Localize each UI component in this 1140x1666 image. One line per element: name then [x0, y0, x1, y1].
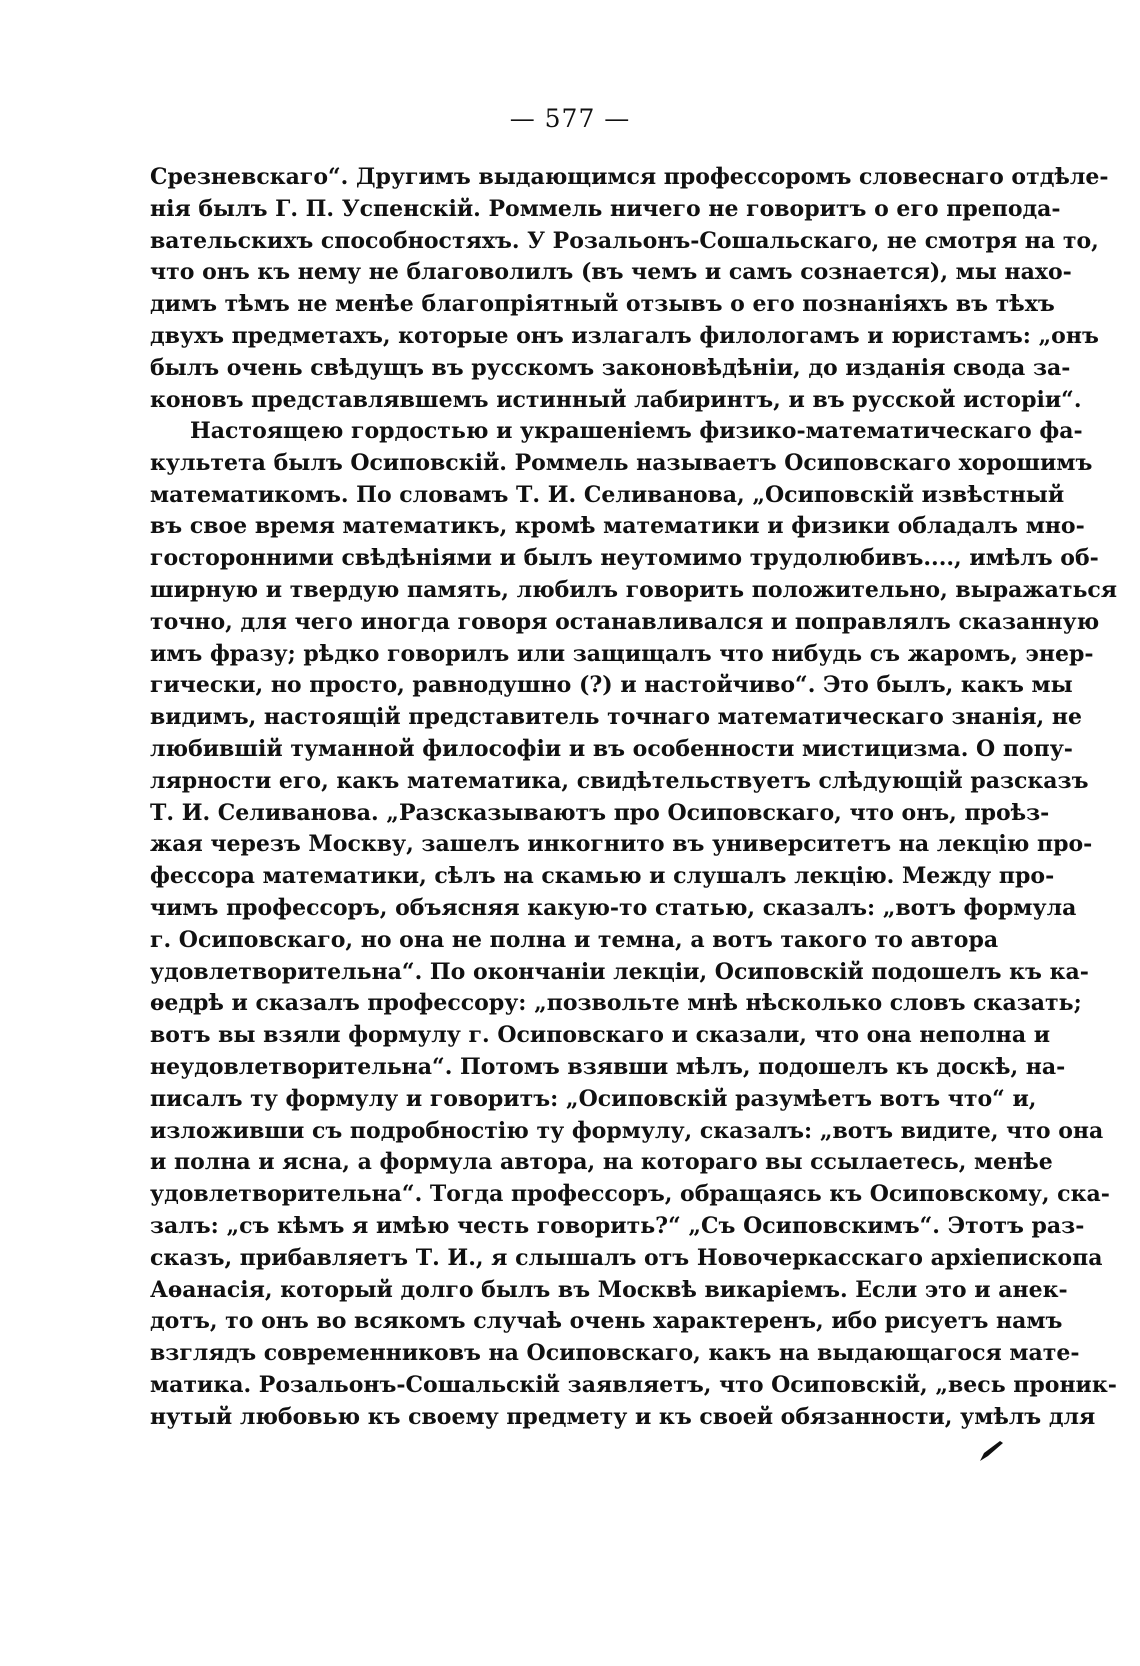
text-line: коновъ представлявшемъ истинный лабиринтъ, и въ русской исторіи“. [150, 386, 1082, 413]
text-line: любившій туманной философіи и въ особенности мистицизма. О попу- [150, 735, 1073, 762]
text-line: сказъ, прибавляетъ Т. И., я слышалъ отъ Новочеркасскаго архіепископа [150, 1244, 1103, 1271]
text-line: и полна и ясна, а формула автора, на котораго вы ссылаетесь, менѣе [150, 1149, 1053, 1176]
text-line: изложивши съ подробностію ту формулу, сказалъ: „вотъ видите, что она [150, 1117, 1104, 1144]
text-line: матика. Розальонъ-Сошальскій заявляетъ, что Осиповскій, „весь проник- [150, 1371, 1117, 1398]
paragraph-2 [150, 416, 1118, 1434]
text-line: удовлетворительна“. Тогда профессоръ, обращаясь къ Осиповскому, ска- [150, 1181, 1110, 1208]
text-line: нутый любовью къ своему предмету и къ своей обязанности, умѣлъ для [150, 1403, 1096, 1430]
text-line: Аѳанасія, который долго былъ въ Москвѣ викаріемъ. Если это и анек- [150, 1276, 1068, 1303]
text-line: точно, для чего иногда говоря останавливался и поправлялъ сказанную [150, 608, 1100, 635]
text-line: лярности его, какъ математика, свидѣтельствуетъ слѣдующій разсказъ [150, 767, 1089, 794]
text-line: культета былъ Осиповскій. Роммель называетъ Осиповскаго хорошимъ [150, 449, 1093, 476]
text-line: видимъ, настоящій представитель точнаго математическаго знанія, не [150, 704, 1082, 731]
text-line: Срезневскаго“. Другимъ выдающимся профессоромъ словеснаго отдѣле- [150, 164, 1109, 190]
text-line: неудовлетворительна“. Потомъ взявши мѣлъ, подошелъ къ доскѣ, на- [150, 1053, 1066, 1080]
text-line: двухъ предметахъ, которые онъ излагалъ филологамъ и юристамъ: „онъ [150, 322, 1099, 349]
text-line: чимъ профессоръ, объясняя какую-то статью, сказалъ: „вотъ формула [150, 894, 1077, 921]
text-line: залъ: „съ кѣмъ я имѣю честь говорить?“ „Съ Осиповскимъ“. Этотъ раз- [150, 1212, 1085, 1239]
text-line: вательскихъ способностяхъ. У Розальонъ-Сошальскаго, не смотря на то, [150, 227, 1099, 254]
text-line: математикомъ. По словамъ Т. И. Селиванова, „Осиповскій извѣстный [150, 481, 1065, 508]
page-number: — 577 — [509, 104, 631, 133]
paragraph-1 [150, 162, 1109, 416]
text-line: ѳедрѣ и сказалъ профессору: „позвольте мнѣ нѣсколько словъ сказать; [150, 990, 1082, 1017]
text-line: дотъ, то онъ во всякомъ случаѣ очень характеренъ, ибо рисуетъ намъ [150, 1308, 1063, 1335]
text-line: Т. И. Селиванова. „Разсказываютъ про Осиповскаго, что онъ, проѣз- [150, 799, 1050, 826]
text-line: имъ фразу; рѣдко говорилъ или защищалъ что нибудь съ жаромъ, энер- [150, 640, 1094, 667]
text-line: г. Осиповскаго, но она не полна и темна, а вотъ такого то автора [150, 926, 999, 953]
text-line: фессора математики, сѣлъ на скамью и слушалъ лекцію. Между про- [150, 863, 1055, 890]
text-line: удовлетворительна“. По окончаніи лекціи, Осиповскій подошелъ къ ка- [150, 958, 1089, 985]
pencil-stroke-mark-icon [978, 1437, 1004, 1463]
text-line: госторонними свѣдѣніями и былъ неутомимо трудолюбивъ...., имѣлъ об- [150, 545, 1099, 572]
text-line: Настоящею гордостью и украшеніемъ физико-математическаго фа- [190, 418, 1083, 444]
text-line: гически, но просто, равнодушно (?) и настойчиво“. Это былъ, какъ мы [150, 672, 1073, 699]
text-line: жая черезъ Москву, зашелъ инкогнито въ университетъ на лекцію про- [150, 831, 1093, 858]
text-line: взглядъ современниковъ на Осиповскаго, какъ на выдающагося мате- [150, 1340, 1080, 1367]
text-line: ширную и твердую память, любилъ говорить положительно, выражаться [150, 576, 1118, 603]
text-line: нія былъ Г. П. Успенскій. Роммель ничего не говоритъ о его препода- [150, 195, 1061, 222]
text-line: димъ тѣмъ не менѣе благопріятный отзывъ о его познаніяхъ въ тѣхъ [150, 291, 1055, 318]
text-line: что онъ къ нему не благоволилъ (въ чемъ и самъ сознается), мы нахо- [150, 259, 1072, 286]
text-line: въ свое время математикъ, кромѣ математики и физики обладалъ мно- [150, 513, 1085, 540]
text-line: былъ очень свѣдущъ въ русскомъ законовѣдѣніи, до изданія свода за- [150, 354, 1071, 381]
text-line: вотъ вы взяли формулу г. Осиповскаго и сказали, что она неполна и [150, 1022, 1051, 1049]
text-line: писалъ ту формулу и говоритъ: „Осиповскій разумѣетъ вотъ что“ и, [150, 1085, 1037, 1112]
